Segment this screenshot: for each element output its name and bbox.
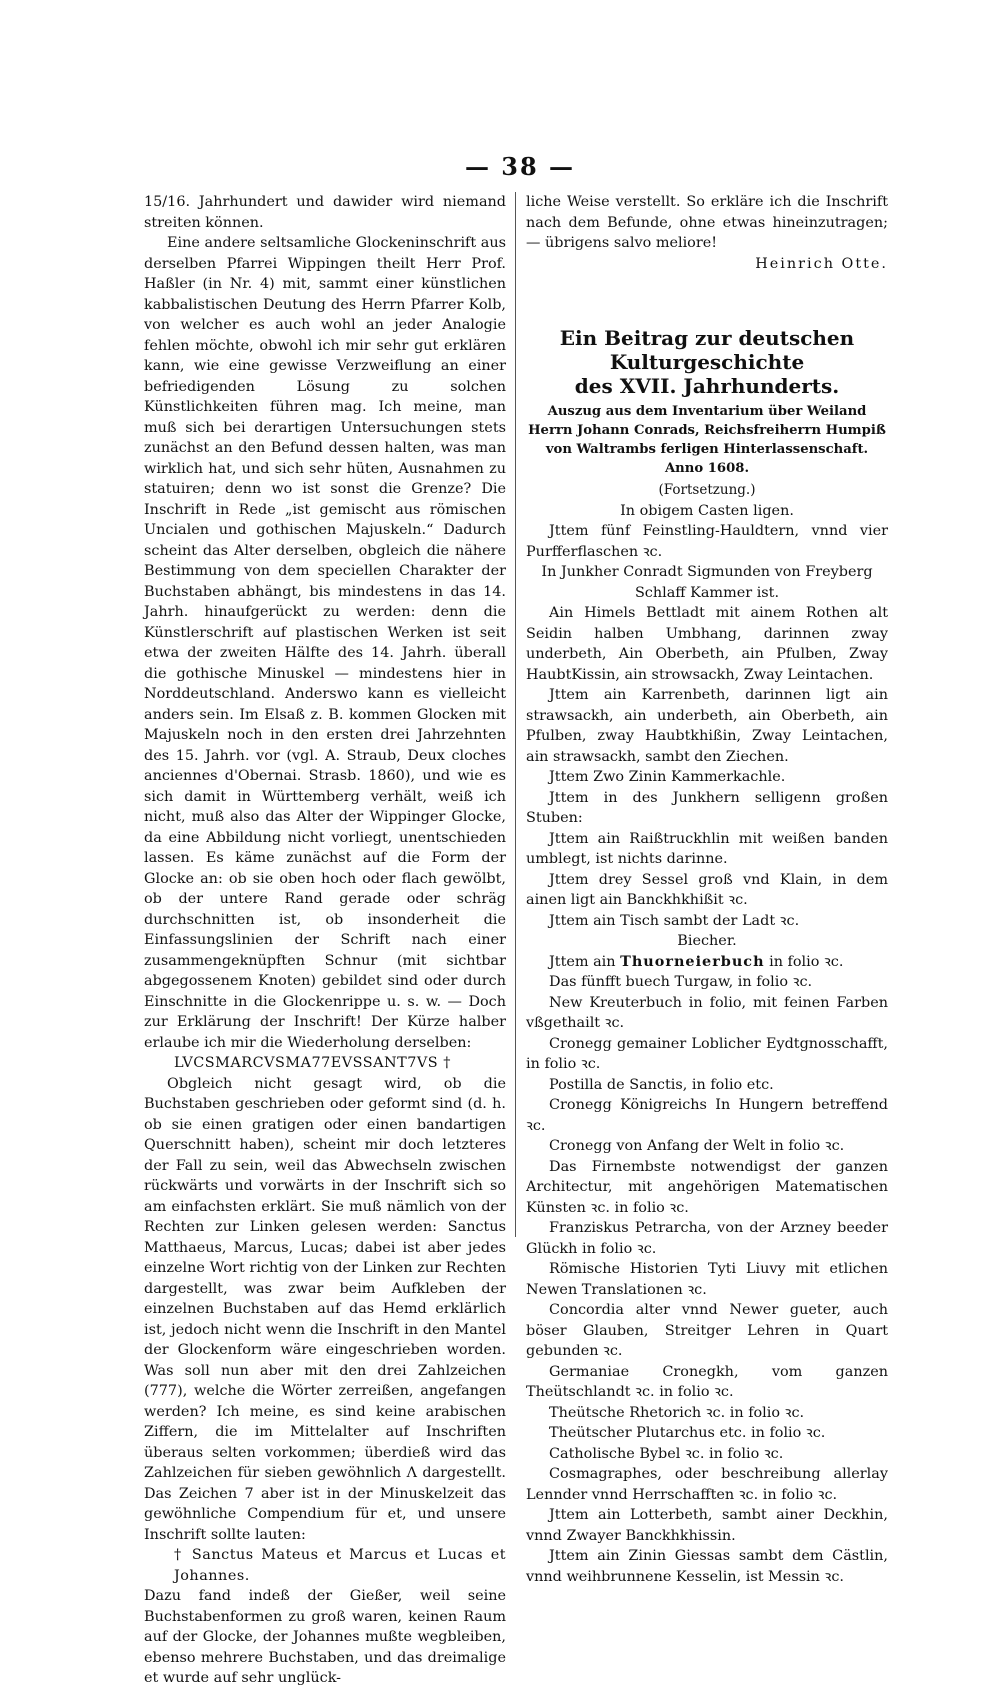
inventory-entry: Theütsche Rhetorich ꝛc. in folio ꝛc. <box>549 1404 805 1421</box>
inventory-entry: Jttem drey Sessel groß vnd Klain, in dem ainen ligt ain Banckhkhißit ꝛc. <box>526 871 888 908</box>
article-title: Ein Beitrag zur deutschen Kulturgeschichte <box>559 326 855 374</box>
signature: Heinrich Otte. <box>755 255 888 272</box>
right-column <box>526 192 888 1587</box>
inventory-entry: Jttem ain Tisch sambt der Ladt ꝛc. <box>549 912 800 929</box>
inventory-entry: Römische Historien Tyti Liuvy mit etlichen Newen Translationen ꝛc. <box>526 1261 888 1298</box>
inventory-entry: Das fünfft buech Turgaw, in folio ꝛc. <box>549 974 813 990</box>
inventory-entry: Theütscher Plutarchus etc. in folio ꝛc. <box>549 1425 826 1441</box>
inventory-entry: Catholische Bybel ꝛc. in folio ꝛc. <box>549 1445 784 1462</box>
page-number: — 38 — <box>464 152 576 181</box>
continuation-note: (Fortsetzung.) <box>658 482 756 498</box>
inscription: LVCSMARCVSMA77EVSSANT7VS † <box>174 1055 451 1071</box>
column-divider <box>515 192 516 1237</box>
inventory-entry: Germaniae Cronegkh, vom ganzen Theütschlandt ꝛc. in folio ꝛc. <box>526 1363 888 1400</box>
section-heading: In obigem Casten ligen. <box>620 502 794 519</box>
inventory-entry: Jttem ain Lotterbeth, sambt ainer Deckhin, vnnd Zwayer Banckhkhissin. <box>526 1507 888 1544</box>
article-excerpt: Auszug aus dem Inventarium über Weiland Herrn Johann Conrads, Reichsfreiherrn Humpiß von Waltrambs ferligen Hinterlassenschaft. Anno 1608. <box>528 404 886 476</box>
inventory-entry: New Kreuterbuch in folio, mit feinen Farben vßgethailt ꝛc. <box>526 994 888 1031</box>
inventory-entry: Cronegg gemainer Loblicher Eydtgnosschafft, in folio ꝛc. <box>526 1035 888 1072</box>
paragraph: Obgleich nicht gesagt wird, ob die Buchstaben geschrieben oder geformt sind (d. h. ob sie einen gratigen oder einen bandartigen Querschnitt haben), scheint mir doch letzteres der Fall zu sein, weil das Abwechseln zwischen rückwärts und vorwärts in der Inschrift sich so am einfachsten erklärt. Sie muß nämlich von der Rechten zur Linken gelesen werden: Sanctus Matthaeus, Marcus, Lucas; dabei ist aber jedes einzelne Wort richtig von der Linken zur Rechten dargestellt, was zwar beim Aufkleben der einzelnen Buchstaben auf das Hemd erklärlich ist, jedoch nicht wenn die Inschrift in den Mantel der Glockenform wäre eingeschrieben worden. Was soll nun aber mit den drei Zahlzeichen (777), welche die Wörter zerreißen, angefangen werden? Ich meine, es sind keine arabischen Ziffern, die im Mittelalter auf Inschriften überaus selten vorkommen; überdieß wird das Zahlzeichen für sieben gewöhnlich Λ dargestellt. Das Zeichen 7 aber ist in der Minuskelzeit das gewöhnliche Compendium für et, und unsere Inschrift sollte lauten: <box>144 1075 506 1543</box>
paragraph: 15/16. Jahrhundert und dawider wird niemand streiten können. <box>144 194 506 231</box>
inventory-entry: Jttem in des Junkhern selligenn großen Stuben: <box>526 789 888 826</box>
article-subtitle: des XVII. Jahrhunderts. <box>574 374 840 398</box>
inventory-entry: Cosmagraphes, oder beschreibung allerlay Lennder vnnd Herrschafften ꝛc. in folio ꝛc. <box>526 1466 888 1503</box>
inventory-entry: Cronegg Königreichs In Hungern betreffend ꝛc. <box>526 1097 888 1134</box>
inventory-entry: Jttem Zwo Zinin Kammerkachle. <box>549 769 786 785</box>
section-heading: Biecher. <box>677 933 737 949</box>
inventory-entry: Franziskus Petrarcha, von der Arzney beeder Glückh in folio ꝛc. <box>526 1220 888 1257</box>
bold-title: Thuorneierbuch <box>620 952 765 970</box>
inventory-entry: Das Firnembste notwendigst der ganzen Architectur, mit angehörigen Matematischen Künsten ꝛc. in folio ꝛc. <box>526 1158 888 1216</box>
section-heading: In Junkher Conradt Sigmunden von Freyberg Schlaff Kammer ist. <box>541 564 873 601</box>
inventory-entry: Jttem ain Karrenbeth, darinnen ligt ain strawsackh, ain underbeth, ain Oberbeth, ain Pfulben, zway Haubtkhißin, Zway Leintachen, ain strawsackh, sambt den Ziechen. <box>526 687 888 765</box>
left-column <box>144 192 506 1689</box>
paragraph: Dazu fand indeß der Gießer, weil seine Buchstabenformen zu groß waren, keinen Raum auf der Glocke, der Johannes mußte wegbleiben, ebenso mehrere Buchstaben, und das dreimalige et wurde auf sehr unglück- <box>144 1588 506 1686</box>
inventory-list <box>526 501 888 1588</box>
inventory-entry: Jttem ain Thuorneierbuch in folio ꝛc. <box>549 952 844 970</box>
paragraph: liche Weise verstellt. So erkläre ich die Inschrift nach dem Befunde, ohne etwas hineinzutragen; — übrigens salvo meliore! <box>526 194 888 251</box>
inventory-entry: Jttem ain Raißtruckhlin mit weißen banden umblegt, ist nichts darinne. <box>526 830 888 867</box>
inventory-entry: Jttem ain Zinin Giessas sambt dem Cästlin, vnnd weihbrunnene Kesselin, ist Messin ꝛc. <box>526 1548 888 1585</box>
inscription-expanded: † Sanctus Mateus et Marcus et Lucas et Johannes. <box>174 1547 506 1584</box>
inventory-entry: Postilla de Sanctis, in folio etc. <box>549 1076 774 1093</box>
paragraph: Eine andere seltsamliche Glockeninschrift aus derselben Pfarrei Wippingen theilt Herr Prof. Haßler (in Nr. 4) mit, sammt einer künstlichen kabbalistischen Deutung des Herrn Pfarrer Kolb, von welcher es auch wohl an jeder Analogie fehlen möchte, obwohl ich mir sehr gut erklären kann, wie eine gewisse Verzweiflung an einer befriedigenden Lösung zu solchen Künstlichkeiten führen mag. Ich meine, man muß sich bei derartigen Untersuchungen stets zunächst an den Befund dessen halten, was man wirklich hat, und sich sehr hüten, Ausnahmen zu statuiren; denn wo ist sonst die Grenze? Die Inschrift in Rede „ist gemischt aus römischen Uncialen und gothischen Majuskeln.“ Dadurch scheint das Alter derselben, obgleich die nähere Bestimmung von dem speciellen Charakter der Buchstaben abhängt, bis mindestens in das 14. Jahrh. hinaufgerückt zu werden: denn die Künstlerschrift auf plastischen Werken ist seit etwa der zweiten Hälfte des 14. Jahrh. überall die gothische Minuskel — mindestens hier in Norddeutschland. Anderswo kann es vielleicht anders sein. Im Elsaß z. B. kommen Glocken mit Majuskeln noch in den ersten drei Jahrzehnten des 15. Jahrh. vor (vgl. A. Straub, Deux cloches anciennes d'Obernai. Strasb. 1860), und wie es sich damit in Württemberg verhält, weiß ich nicht, muß also das Alter der Wippinger Glocke, da eine Abbildung nicht vorliegt, unentschieden lassen. Es käme zunächst auf die Form der Glocke an: ob sie oben hoch oder flach gewölbt, ob der untere Rand gerade oder schräg durchschnitten ist, ob insonderheit die Einfassungslinien der Schrift nach einer zusammengeknüpften Schnur (mit sichtbar abgegossenem Knoten) gebildet sind oder durch Einschnitte in die Glockenrippe u. s. w. — Doch zur Erklärung der Inschrift! Der Kürze halber erlaube ich mir die Wiederholung derselben: <box>144 235 506 1051</box>
inventory-entry: Concordia alter vnnd Newer gueter, auch böser Glauben, Streitger Lehren in Quart gebunden ꝛc. <box>526 1302 888 1359</box>
inventory-entry: Jttem fünf Feinstling-Hauldtern, vnnd vier Purfferflaschen ꝛc. <box>526 523 888 560</box>
inventory-entry: Cronegg von Anfang der Welt in folio ꝛc. <box>549 1138 845 1154</box>
inventory-entry: Ain Himels Bettladt mit ainem Rothen alt Seidin halben Umbhang, darinnen zway underbeth, Ain Oberbeth, ain Pfulben, Zway HaubtKissin, ain strowsackh, Zway Leintachen. <box>526 605 888 683</box>
